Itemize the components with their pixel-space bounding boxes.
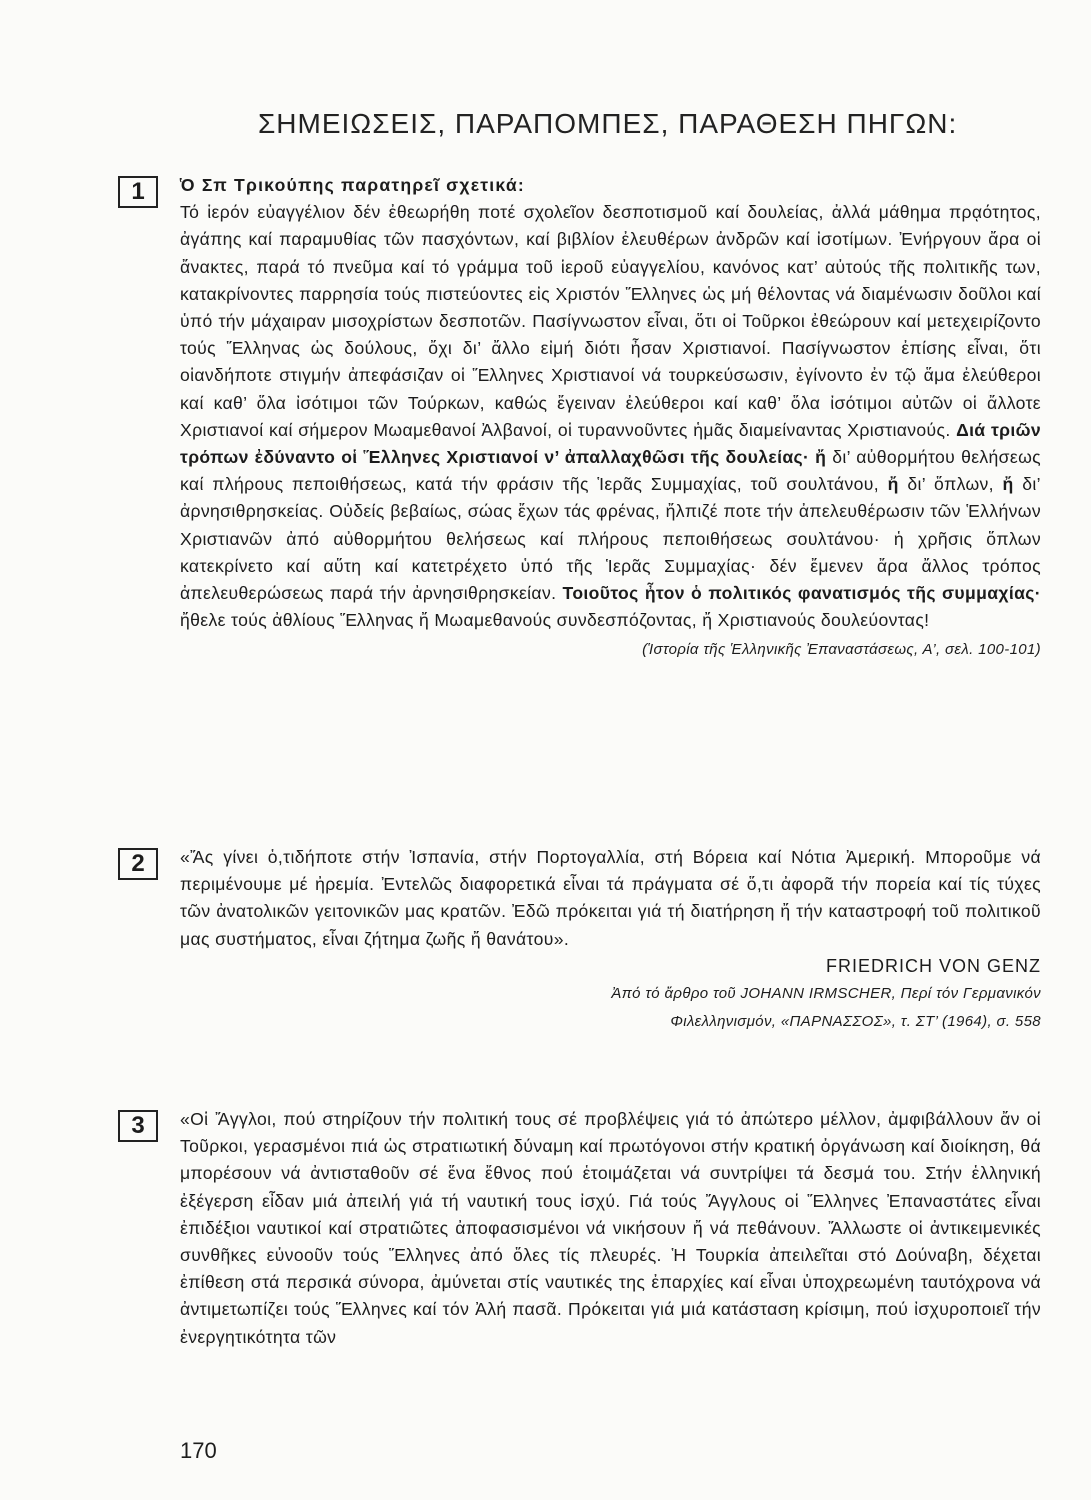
note-number-box: 3 [118, 1110, 158, 1142]
page-title: ΣΗΜΕΙΩΣΕΙΣ, ΠΑΡΑΠΟΜΠΕΣ, ΠΑΡΑΘΕΣΗ ΠΗΓΩΝ: [258, 108, 958, 139]
quote-text: δι’ αὐθορμήτου θελήσεως καί πλήρους πεποιθήσεως, κατά τήν φράσιν τῆς Ἱερᾶς Συμμαχίας, τοῦ σουλτάνου, [180, 447, 1041, 495]
quote-emphasis: ἤ [1002, 474, 1014, 495]
note-number-box: 1 [118, 176, 158, 208]
page-number: 170 [180, 1438, 217, 1463]
quote-text: δι’ ἀρνησιθρησκείας. Οὐδείς βεβαίως, σώας ἔχων τάς φρένας, ἤλπιζέ ποτε τήν ἀπελευθέρωσιν τῶν Ἑλλήνων Χριστιανῶν ἀπό αὐθορμήτου θελήσεως καί πλήρους πεποιθήσεως σουλτάνου· ἡ χρῆσις ὅπλων κατεκρίνετο καί αὕτη καί κατετρέχετο ὑπό τῆς Ἱερᾶς Συμμαχίας· δέν ἔμενεν ἄρα ἄλλος τρόπος ἀπελευθερώσεως παρά τήν ἀρνησιθρησκείαν. [180, 474, 1041, 604]
note-3 [118, 1106, 1041, 1351]
citation-line: Ἀπό τό ἄρθρο τοῦ JOHANN IRMSCHER, Περί τόν Γερμανικόν [611, 985, 1041, 1003]
note-body [180, 1106, 1041, 1351]
note-2 [118, 844, 1041, 1036]
source-citation: (Ἱστορία τῆς Ἑλληνικῆς Ἐπαναστάσεως, Α’, σελ. 100-101) [642, 641, 1041, 659]
note-lead: Ὁ Σπ Τρικούπης παρατηρεῖ σχετικά: [180, 175, 525, 195]
note-body [180, 172, 1041, 664]
note-paragraph: «Οἱ Ἄγγλοι, πού στηρίζουν τήν πολιτική τους σέ προβλέψεις γιά τό ἀπώτερο μέλλον, ἀμφιβάλλουν ἄν οἱ Τοῦρκοι, γερασμένοι πιά ὡς στρατιωτική δύναμη καί πρωτόγονοι στήν κρατική ὀργάνωση καί διοίκηση, θά μπορέσουν νά ἀντισταθοῦν σέ ἕνα ἔθνος πού ἑτοιμάζεται νά συντρίψει τά δεσμά του. Στήν ἑλληνική ἐξέγερση εἶδαν μιά ἀπειλή γιά τή ναυτική τους ἰσχύ. Γιά τούς Ἄγγλους οἱ Ἕλληνες Ἐπαναστάτες εἶναι ἐπιδέξιοι ναυτικοί καί στρατιῶτες ἀποφασισμένοι νά νικήσουν ἤ νά πεθάνουν. Ἄλλωστε οἱ ἀντικειμενικές συνθῆκες εὐνοοῦν τούς Ἕλληνες ἀπό ὅλες τίς πλευρές. Ἡ Τουρκία ἀπειλεῖται στό Δούναβη, δέχεται ἐπίθεση στά περσικά σύνορα, ἀμύνεται στίς ναυτικές της ἐπαρχίες καί εἶναι ὑποχρεωμένη ταυτόχρονα νά ἀντιμετωπίζει τούς Ἕλληνες καί τόν Ἀλή πασᾶ. Πρόκειται γιά μιά κατάσταση κρίσιμη, πού ἰσχυροποιεῖ τήν ἐνεργητικότητα τῶν [180, 1109, 1041, 1347]
quote-text: δι’ ὅπλων, [907, 474, 994, 495]
note-number-box: 2 [118, 848, 158, 880]
quote-text: Τό ἱερόν εὐαγγέλιον δέν ἐθεωρήθη ποτέ σχολεῖον δεσποτισμοῦ καί δουλείας, ἀλλά μάθημα πρᾳότητος, ἀγάπης καί παραμυθίας τῶν πασχόντων, καί βιβλίον ἐλευθέρων ἀνδρῶν καί ἰσοτίμων. Ἐνήργουν ἄρα οἱ ἄνακτες, παρά τό πνεῦμα καί τό γράμμα τοῦ ἱεροῦ εὐαγγελίου, κανόνος κατ’ αὐτούς τῆς πολιτικῆς των, κατακρίνοντες παρρησία τούς πιστεύοντες εἰς Χριστόν Ἕλληνες ὡς μή θέλοντας νά διαμένωσιν δοῦλοι καί ὑπό τήν μάχαιραν μισοχρίστων δεσποτῶν. Πασίγνωστον εἶναι, ὅτι οἱ Τοῦρκοι ἐθεώρουν καί μετεχειρίζοντο τούς Ἕλληνας ὡς δούλους, ὄχι δι’ ἄλλο εἰμή διότι ἦσαν Χριστιανοί. Πασίγνωστον ἐπίσης εἶναι, ὅτι οἱανδήποτε στιγμήν ἀπεφάσιζαν οἱ Ἕλληνες Χριστιανοί νά τουρκεύσωσιν, ἐγίνοντο ἐν τῷ ἅμα ἐλεύθεροι καί καθ’ ὅλα ἰσότιμοι τῶν Τούρκων, καθώς ἔγειναν ἐλεύθεροι καί καθ’ ὅλα ἰσότιμοι αὐτῶν οἱ ἄλλοτε Χριστιανοί καί σήμερον Μωαμεθανοί Ἀλβανοί, οἱ τυραννοῦντες ἡμᾶς διαμείναντας Χριστιανούς. [180, 202, 1041, 440]
note-body [180, 844, 1041, 1036]
quote-author: FRIEDRICH VON GENZ [825, 955, 1041, 976]
note-paragraph: «Ἄς γίνει ὁ,τιδήποτε στήν Ἰσπανία, στήν Πορτογαλλία, στή Βόρεια καί Νότια Ἀμερική. Μποροῦμε νά περιμένουμε μέ ἠρεμία. Ἐντελῶς διαφορετικά εἶναι τά πράγματα σέ ὅ,τι ἀφορᾶ τήν πορεία καί τίς τύχες τῶν ἀνατολικῶν γειτονικῶν μας κρατῶν. Ἐδῶ πρόκειται γιά τή διατήρηση ἤ τήν καταστροφή τοῦ πολιτικοῦ μας συστήματος, εἶναι ζήτημα ζωῆς ἤ θανάτου». [180, 847, 1041, 949]
quote-emphasis: Τοιοῦτος ἦτον ὁ πολιτικός φανατισμός τῆς συμμαχίας· [562, 583, 1041, 604]
quote-emphasis: Διά τριῶν τρόπων ἐδύναντο οἱ Ἕλληνες Χριστιανοί ν’ ἀπαλλαχθῶσι τῆς δουλείας· ἤ [180, 419, 1041, 468]
quote-text: ἤθελε τούς ἀθλίους Ἕλληνας ἤ Μωαμεθανούς συνδεσπόζοντας, ἤ Χριστιανούς δουλεύοντας! [180, 610, 930, 631]
note-paragraph [180, 172, 1041, 634]
citation-line: Φιλελληνισμόν, «ΠΑΡΝΑΣΣΟΣ», τ. ΣΤ’ (1964), σ. 558 [670, 1013, 1041, 1031]
quote-emphasis: ἤ [887, 474, 899, 495]
note-1 [118, 172, 1041, 664]
